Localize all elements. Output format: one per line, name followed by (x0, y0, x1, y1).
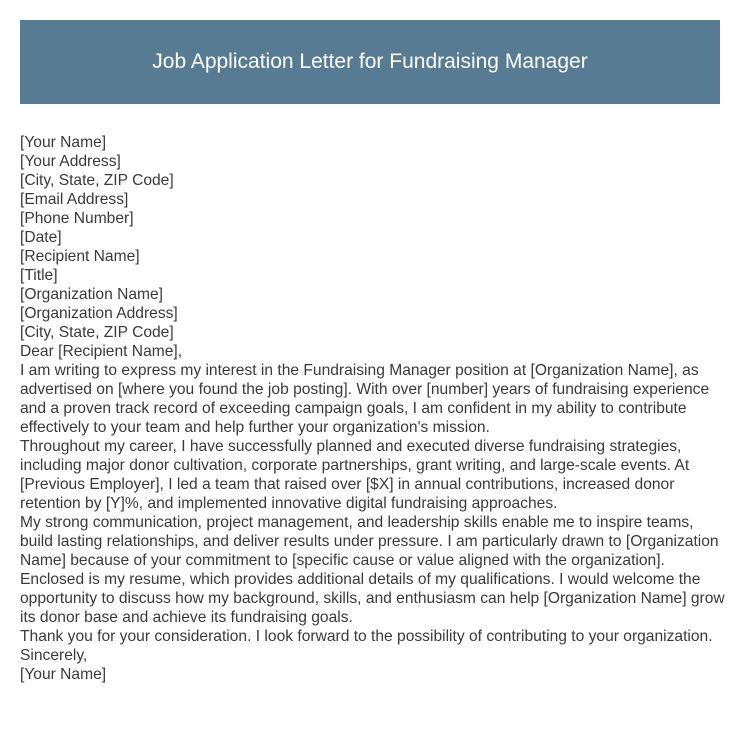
title-banner (20, 20, 720, 104)
recipient-city: [City, State, ZIP Code] (20, 324, 174, 341)
recipient-organization: [Organization Name] (20, 286, 164, 303)
paragraph-intro: I am writing to express my interest in the Fundraising Manager position at [Organization Name], as advertised on [where you found the job posting]. With over [number] years of fundraising experience and a proven track record of exceeding campaign goals, I am confident in my ability to contribute effectively to your team and help further your organization's mission. (20, 362, 710, 436)
recipient-title: [Title] (20, 267, 58, 284)
salutation: Dear [Recipient Name], (20, 343, 183, 360)
recipient-name: [Recipient Name] (20, 248, 140, 265)
letter-date: [Date] (20, 229, 62, 246)
signature: [Your Name] (20, 666, 107, 683)
page-title: Job Application Letter for Fundraising Manager (152, 50, 588, 73)
sender-city: [City, State, ZIP Code] (20, 172, 174, 189)
paragraph-enclosure: Enclosed is my resume, which provides additional details of my qualifications. I would welcome the opportunity to discuss how my background, skills, and enthusiasm can help [Organization Name] grow its donor base and achieve its fundraising goals. (20, 571, 725, 626)
sender-address: [Your Address] (20, 153, 121, 170)
paragraph-thanks: Thank you for your consideration. I look forward to the possibility of contributing to your organization. (20, 628, 713, 645)
sender-email: [Email Address] (20, 191, 129, 208)
paragraph-experience: Throughout my career, I have successfully planned and executed diverse fundraising strategies, including major donor cultivation, corporate partnerships, grant writing, and large-scale events. At [Previous Employer], I led a team that raised over [$X] in annual contributions, increased donor retention by [Y]%, and implemented innovative digital fundraising approaches. (20, 438, 690, 512)
recipient-address: [Organization Address] (20, 305, 178, 322)
paragraph-skills: My strong communication, project management, and leadership skills enable me to inspire teams, build lasting relationships, and deliver results under pressure. I am particularly drawn to [Organization Name] because of your commitment to [specific cause or value aligned with the organization]. (20, 514, 719, 569)
sender-phone: [Phone Number] (20, 210, 134, 227)
sender-name: [Your Name] (20, 134, 107, 151)
closing: Sincerely, (20, 647, 88, 664)
letter-body (20, 133, 725, 684)
